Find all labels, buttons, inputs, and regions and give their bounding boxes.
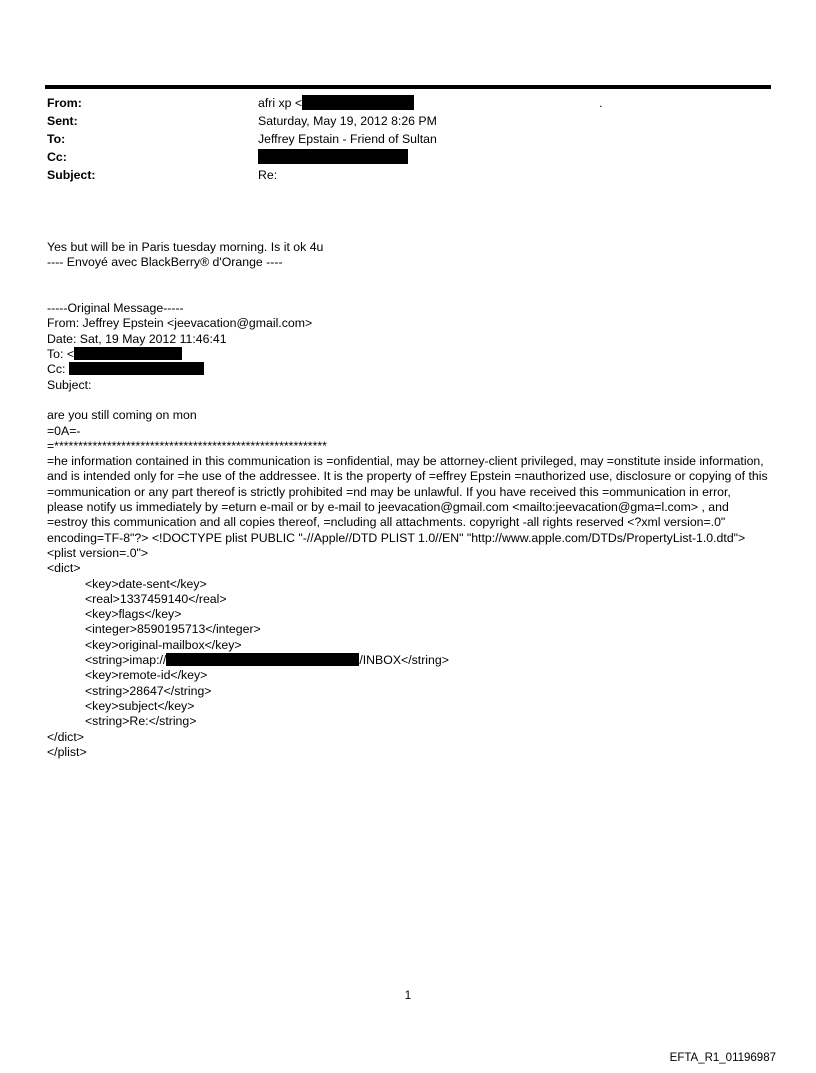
page-number: 1 bbox=[404, 990, 412, 1002]
header-field-label: From: bbox=[47, 96, 82, 110]
blank-line bbox=[47, 393, 770, 408]
email-body bbox=[47, 240, 770, 760]
header-row-from bbox=[47, 94, 770, 112]
header-row-sent bbox=[47, 112, 770, 130]
body-line-encoding-artifact: =0A=- bbox=[47, 423, 81, 438]
bates-number: EFTA_R1_01196987 bbox=[669, 1052, 776, 1064]
header-row-cc bbox=[47, 148, 770, 166]
header-field-value: Saturday, May 19, 2012 8:26 PM bbox=[258, 114, 437, 128]
body-line-signature: ---- Envoyé avec BlackBerry® d'Orange ---- bbox=[47, 255, 283, 270]
blank-line bbox=[47, 271, 770, 286]
body-line-original-message: -----Original Message----- bbox=[47, 301, 184, 316]
body-line-key-remote-id: <key>remote-id</key> bbox=[85, 668, 208, 683]
body-line-string-mailbox: <string>imap:// /INBOX</string> bbox=[85, 653, 449, 668]
header-field-label: Subject: bbox=[47, 168, 96, 182]
redaction-bar bbox=[258, 149, 408, 164]
body-line-dict-close: </dict> bbox=[47, 729, 84, 744]
redaction-bar bbox=[302, 95, 414, 110]
body-line-key-date-sent: <key>date-sent</key> bbox=[85, 576, 207, 591]
body-line-string-remote-id: <string>28647</string> bbox=[85, 683, 212, 698]
header-field-label: Sent: bbox=[47, 114, 78, 128]
header-field-value: Jeffrey Epstain - Friend of Sultan bbox=[258, 132, 437, 146]
body-line-string-subject: <string>Re:</string> bbox=[85, 714, 197, 729]
body-line-dict-open: <dict> bbox=[47, 561, 81, 576]
header-row-to bbox=[47, 130, 770, 148]
redaction-bar bbox=[166, 653, 359, 666]
body-line-key-subject: <key>subject</key> bbox=[85, 698, 195, 713]
header-field-value: afri xp < . bbox=[258, 96, 603, 110]
body-line-asterisks: =********************************************************* bbox=[47, 438, 327, 453]
body-line-real-date-sent: <real>1337459140</real> bbox=[85, 591, 227, 606]
header-divider-rule bbox=[45, 85, 771, 89]
header-row-subject bbox=[47, 166, 770, 184]
blank-line bbox=[47, 286, 770, 301]
header-field-value: Re: bbox=[258, 168, 278, 182]
body-line-subject: Subject: bbox=[47, 377, 92, 392]
header-field-label: To: bbox=[47, 132, 66, 146]
body-line-reply: Yes but will be in Paris tuesday morning. Is it ok 4u bbox=[47, 240, 324, 254]
body-line-cc: Cc: bbox=[47, 362, 770, 377]
body-line-disclaimer: =he information contained in this communication is =onfidential, may be attorney-client privileged, may =onstitute inside information, and is intended only for =he use of the addressee. It is the property of =effrey Epstein =nauthorized use, disclosure or copying of this =ommunication or any part thereof is strictly prohibited =nd may be unlawful. If you have received this =ommunication in error, please notify us immediately by =eturn e-mail or by e-mail to jeevacation@gmail.com <mailto:jeevacation@gma=l.com> , and =estroy this communication and all copies thereof, =ncluding all attachments. copyright -all rights reserved <?xml version=.0" encoding=TF-8"?> <!DOCTYPE plist PUBLIC "-//Apple//DTD PLIST 1.0//EN" "http://www.apple.com/DTDs/PropertyList-1.0.dtd"> bbox=[47, 454, 772, 545]
header-field-label: Cc: bbox=[47, 150, 67, 164]
body-line-date: Date: Sat, 19 May 2012 11:46:41 bbox=[47, 331, 227, 346]
email-header bbox=[47, 94, 770, 184]
redaction-bar bbox=[74, 347, 182, 360]
header-field-value bbox=[258, 148, 770, 166]
body-line-to: To: < bbox=[47, 347, 770, 362]
body-line-plist-close: </plist> bbox=[47, 744, 87, 759]
body-line-key-original-mailbox: <key>original-mailbox</key> bbox=[85, 637, 242, 652]
body-line-question: are you still coming on mon bbox=[47, 408, 197, 423]
redaction-bar bbox=[69, 362, 204, 375]
body-line-integer-flags: <integer>8590195713</integer> bbox=[85, 622, 261, 637]
body-line-plist-open: <plist version=.0"> bbox=[47, 545, 149, 560]
body-line-key-flags: <key>flags</key> bbox=[85, 607, 182, 622]
body-line-from: From: Jeffrey Epstein <jeevacation@gmail.com> bbox=[47, 316, 313, 331]
